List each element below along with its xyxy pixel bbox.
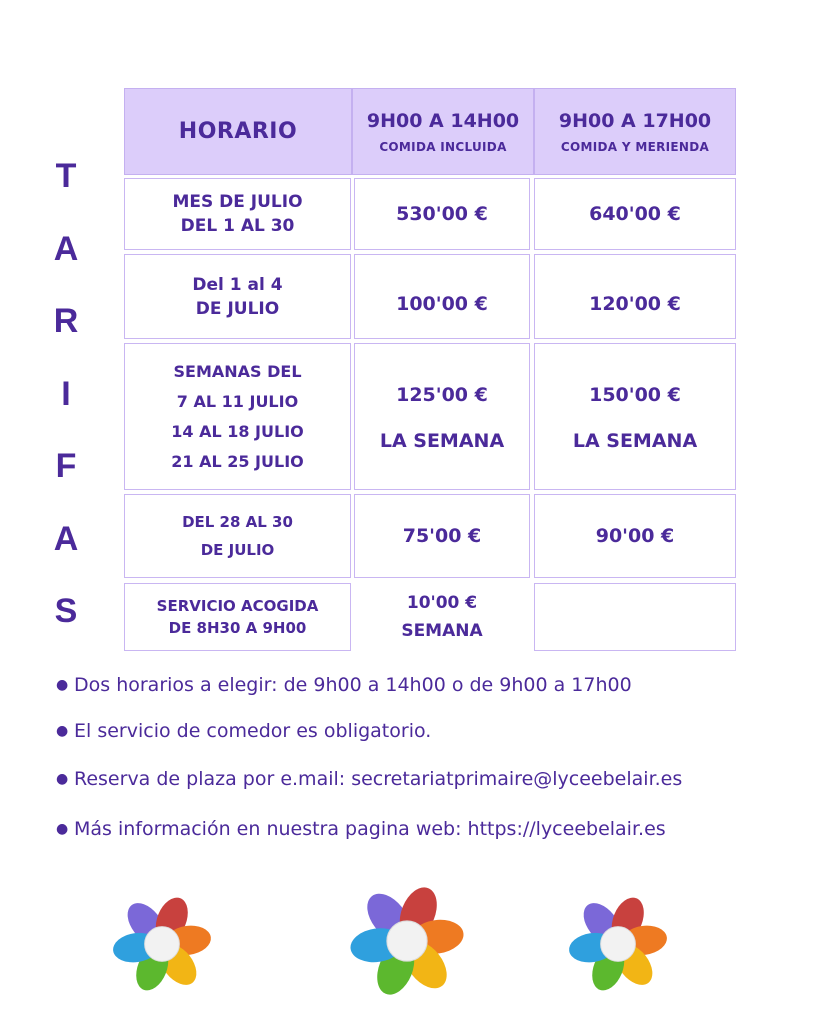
header-schedule-2: [534, 88, 736, 175]
header-schedule-1: [352, 88, 534, 175]
price-unit: LA SEMANA: [379, 430, 505, 452]
note-text: Reserva de plaza por e.mail: secretariatprimaire@lyceebelair.es: [74, 768, 683, 790]
side-title-letter: S: [54, 592, 78, 630]
row-label-line: DE JULIO: [200, 541, 275, 559]
header-schedule-1-sub: COMIDA INCLUIDA: [379, 139, 507, 154]
note-text: Más información en nuestra pagina web: https://lyceebelair.es: [74, 818, 666, 840]
price-value: 120'00 €: [589, 292, 681, 315]
header-horario-label: HORARIO: [178, 119, 298, 144]
row-label-line: 7 AL 11 JULIO: [176, 391, 299, 411]
row-label-line: DE 8H30 A 9H00: [168, 619, 307, 637]
row-label-28-30-july: [124, 494, 351, 578]
flower-icon: [560, 886, 676, 1002]
note-item: [56, 720, 431, 742]
side-title-letter: R: [53, 302, 79, 340]
row-label-weeks: [124, 343, 351, 490]
side-title-letter: F: [55, 447, 77, 485]
price-cell: [354, 343, 530, 490]
flower-center: [387, 921, 427, 961]
price-value: 640'00 €: [589, 203, 681, 225]
row-label-line: Del 1 al 4: [192, 274, 283, 295]
price-cell: [534, 494, 736, 578]
note-item: [56, 768, 682, 790]
row-label-acogida: [124, 583, 351, 651]
price-value: 90'00 €: [595, 525, 675, 547]
header-horario: [124, 88, 352, 175]
price-unit: LA SEMANA: [572, 430, 698, 452]
flower-icon: [104, 886, 220, 1002]
side-title-letter: I: [61, 374, 71, 413]
flower-center: [145, 927, 180, 962]
flower-center: [601, 927, 636, 962]
price-cell: [354, 583, 530, 651]
note-item: [56, 674, 632, 696]
bullet-icon: ●: [56, 677, 69, 693]
empty-price-cell: [534, 583, 736, 651]
row-label-july: [124, 178, 351, 250]
side-title-letter: A: [53, 229, 79, 268]
bullet-icon: ●: [56, 821, 69, 837]
price-unit: SEMANA: [401, 621, 483, 641]
price-cell: [354, 254, 530, 339]
price-cell: [354, 494, 530, 578]
row-label-line: 14 AL 18 JULIO: [171, 421, 304, 441]
price-cell: [534, 343, 736, 490]
price-cell: [354, 178, 530, 250]
price-value: 10'00 €: [406, 593, 478, 613]
price-cell: [534, 254, 736, 339]
price-value: 100'00 €: [396, 292, 488, 315]
row-label-line: SERVICIO ACOGIDA: [156, 597, 319, 615]
flower-icon: [340, 874, 474, 1008]
price-value: 75'00 €: [402, 525, 482, 547]
row-label-1-4-july: [124, 254, 351, 339]
price-value: 125'00 €: [396, 384, 488, 406]
price-value: 530'00 €: [396, 203, 488, 225]
row-label-line: DE JULIO: [195, 298, 280, 319]
header-schedule-1-time: 9H00 A 14H00: [366, 109, 520, 132]
side-title-letter: A: [53, 519, 79, 558]
side-title-letter: T: [55, 157, 77, 195]
price-value: 150'00 €: [589, 384, 681, 406]
bullet-icon: ●: [56, 771, 69, 787]
note-item: [56, 818, 666, 840]
note-text: Dos horarios a elegir: de 9h00 a 14h00 o de 9h00 a 17h00: [74, 674, 632, 696]
row-label-line: DEL 28 AL 30: [182, 513, 293, 531]
bullet-icon: ●: [56, 723, 69, 739]
note-text: El servicio de comedor es obligatorio.: [74, 720, 432, 742]
row-label-line: DEL 1 AL 30: [180, 216, 295, 236]
row-label-line: MES DE JULIO: [172, 192, 303, 212]
header-schedule-2-time: 9H00 A 17H00: [558, 109, 712, 132]
row-label-line: SEMANAS DEL: [173, 361, 302, 381]
price-cell: [534, 178, 736, 250]
header-schedule-2-sub: COMIDA Y MERIENDA: [560, 139, 710, 154]
row-label-line: 21 AL 25 JULIO: [171, 451, 304, 471]
